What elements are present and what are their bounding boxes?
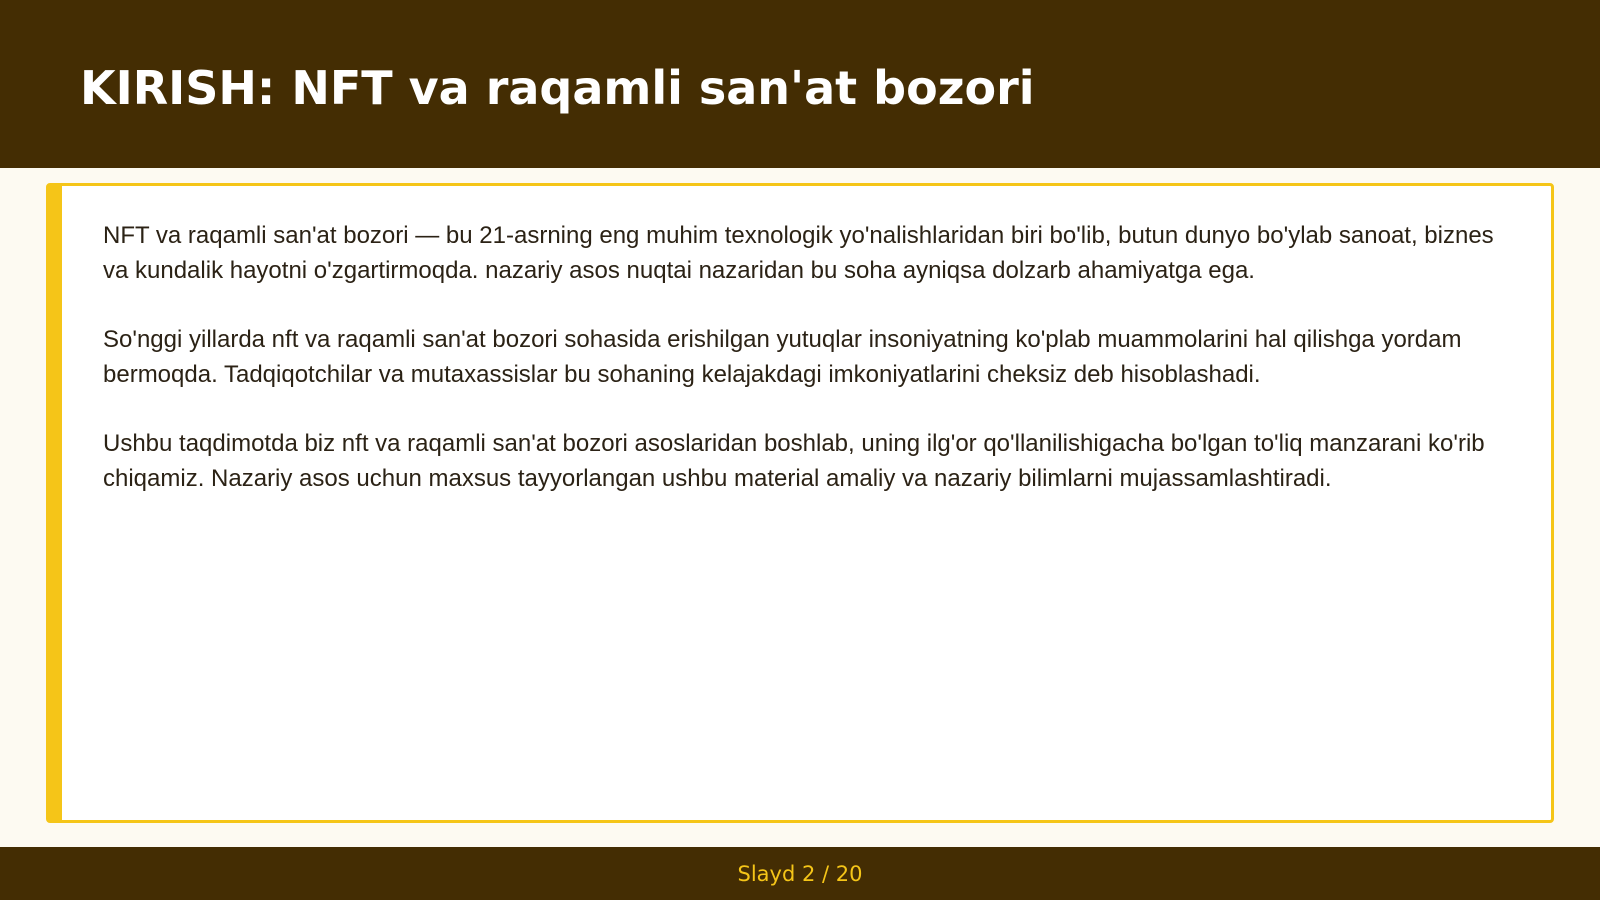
paragraph-achievements: So'nggi yillarda nft va raqamli san'at bozori sohasida erishilgan yutuqlar insoniyatning ko'plab muammolarini hal qilishga yordam bermoqda. Tadqiqotchilar va mutaxassislar bu sohaning kelajakdagi imkoniyatlarini cheksiz deb hisoblashadi. [103, 326, 1462, 388]
content-card [46, 183, 1554, 823]
paragraph-intro: NFT va raqamli san'at bozori — bu 21-asrning eng muhim texnologik yo'nalishlaridan biri bo'lib, butun dunyo bo'ylab sanoat, biznes va kundalik hayotni o'zgartirmoqda. nazariy asos nuqtai nazaridan bu soha ayniqsa dolzarb ahamiyatga ega. [103, 222, 1494, 284]
slide-header [0, 0, 1600, 168]
slide-number: Slayd 2 / 20 [737, 862, 863, 886]
slide-title: KIRISH: NFT va raqamli san'at bozori [80, 61, 1035, 115]
slide-footer [0, 847, 1600, 900]
content-body [103, 218, 1513, 530]
paragraph-overview: Ushbu taqdimotda biz nft va raqamli san'at bozori asoslaridan boshlab, uning ilg'or qo'llanilishigacha bo'lgan to'liq manzarani ko'rib chiqamiz. Nazariy asos uchun maxsus tayyorlangan ushbu material amaliy va nazariy bilimlarni mujassamlashtiradi. [103, 430, 1485, 492]
